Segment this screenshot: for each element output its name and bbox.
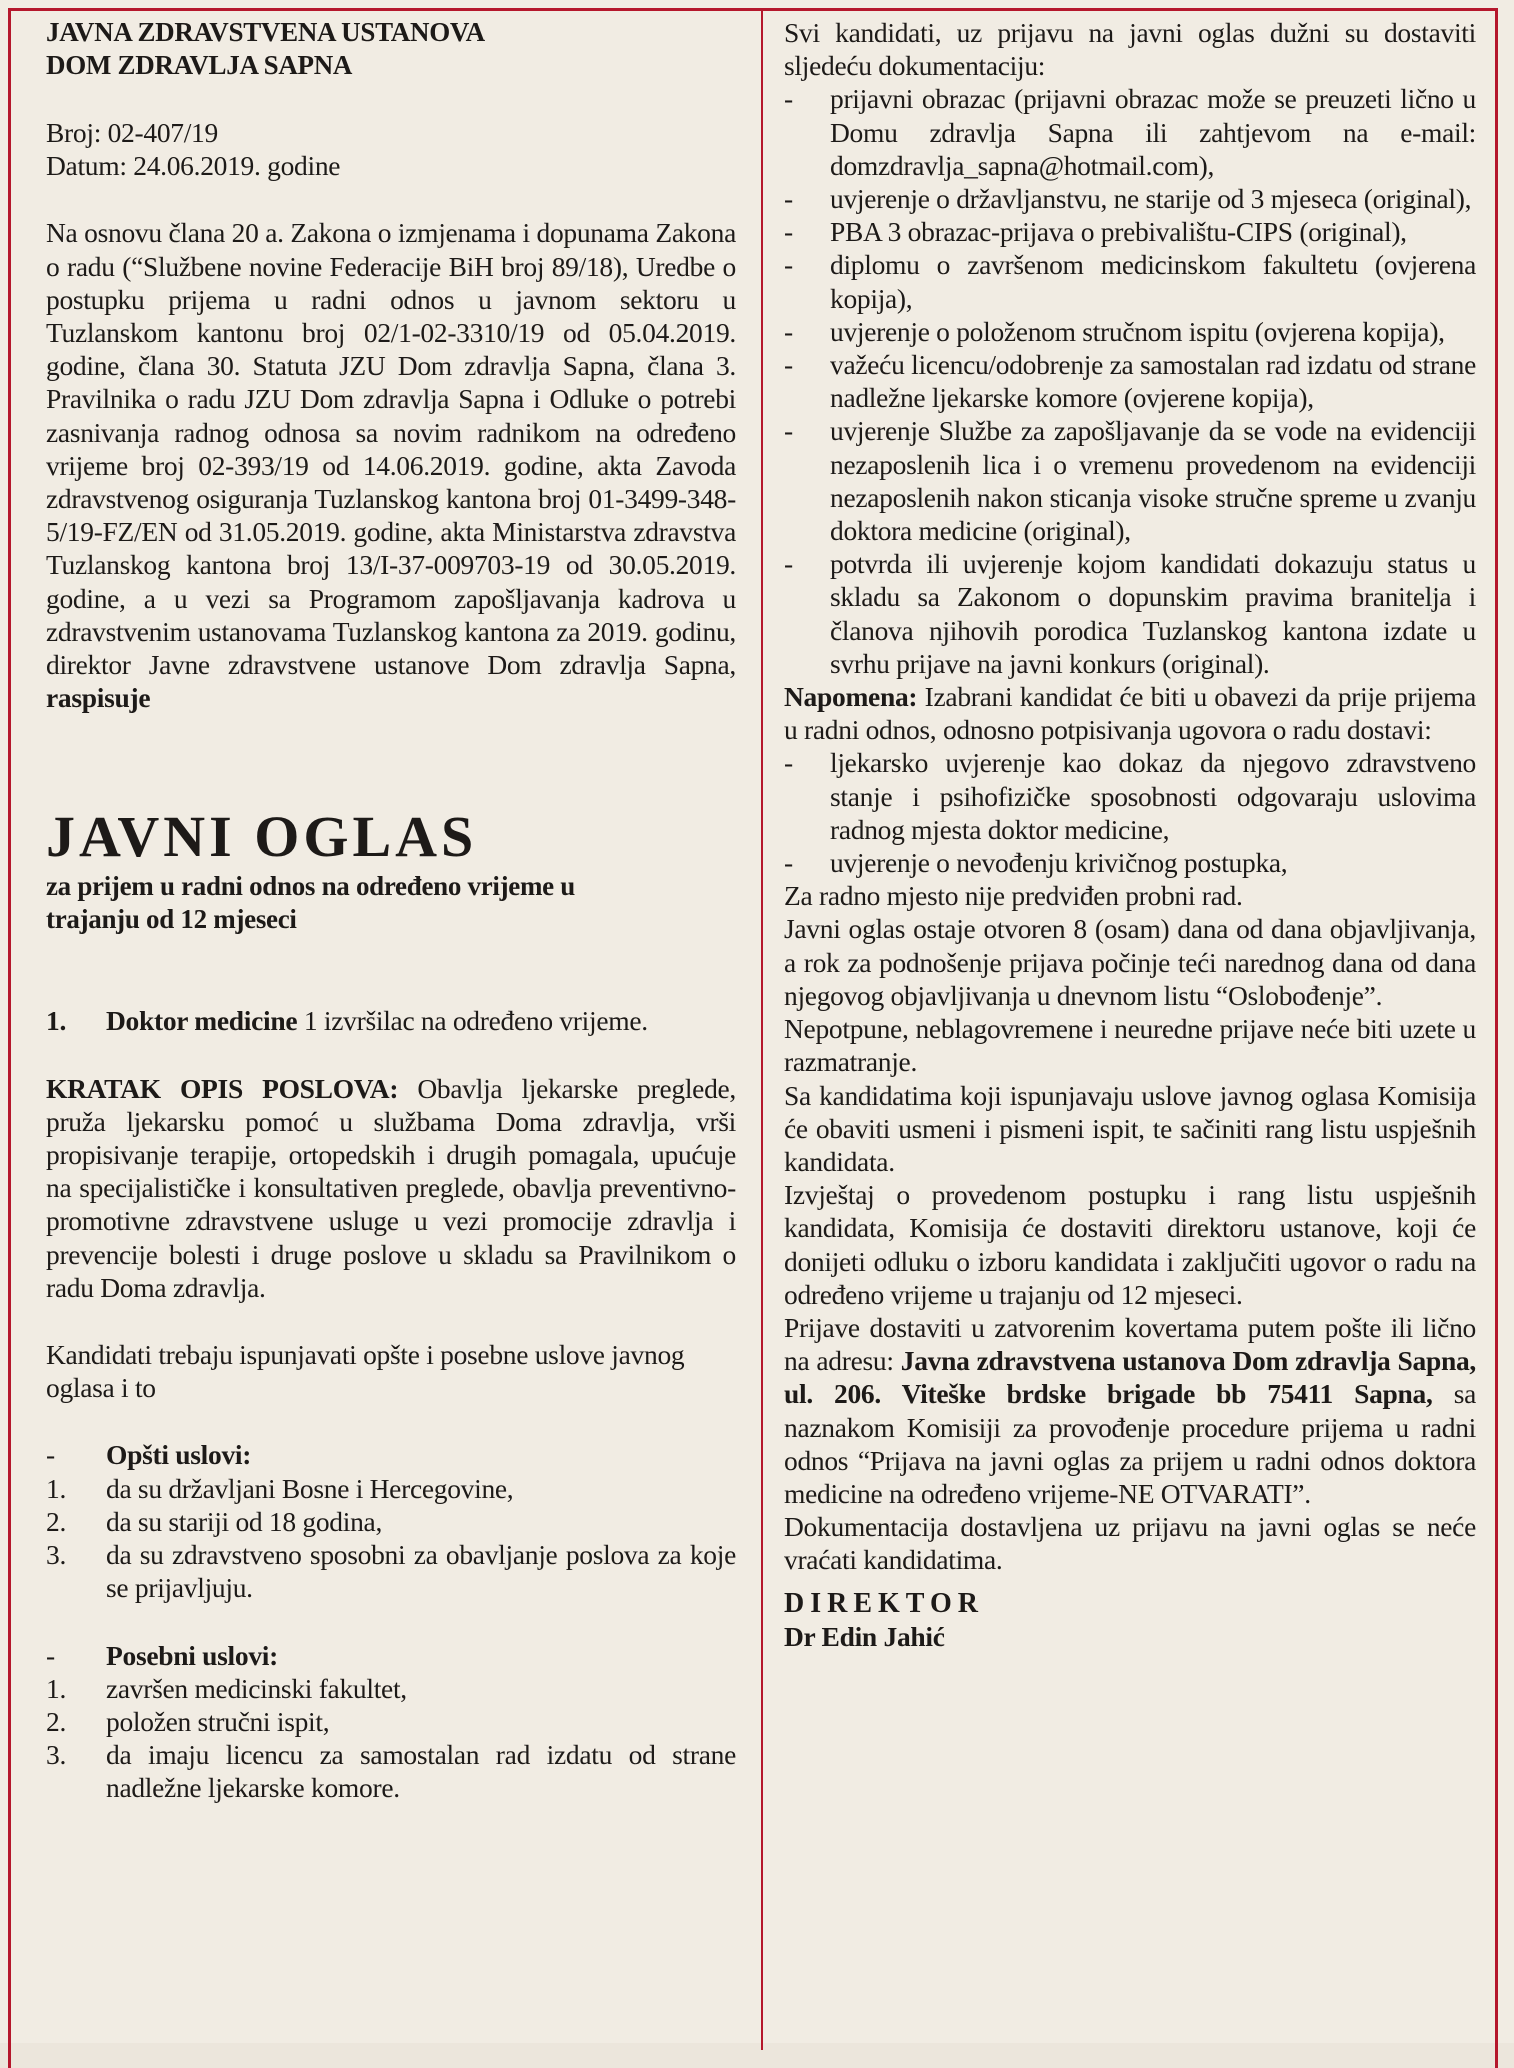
general-dash: -: [46, 1439, 55, 1471]
intro-paragraph: [46, 216, 736, 714]
closing-paragraph: Dokumentacija dostavljena uz prijavu na javni oglas se neće vraćati kandidatima.: [784, 1511, 1476, 1576]
document-text: važeću licencu/odobrenje za samostalan rad izdatu od strane nadležne ljekarske komore (ovjerene kopija),: [830, 349, 1476, 414]
list-number: 2.: [46, 1505, 67, 1537]
paragraph-incomplete: Nepotpune, neblagovremene i neuredne prijave neće biti uzete u razmatranje.: [784, 1013, 1476, 1078]
submission-paragraph: [784, 1311, 1476, 1510]
position-text: [106, 1004, 736, 1037]
note-item-text: ljekarsko uvjerenje kao dokaz da njegovo zdravstveno stanje i psihofizičke sposobnosti odgovaraju uslovima radnog mjesta doktor medicine,: [830, 747, 1476, 845]
document-text: uvjerenje o državljanstvu, ne starije od 3 mjeseca (original),: [830, 183, 1472, 215]
document-item: [784, 315, 1476, 348]
submission-address: Javna zdravstvena ustanova Dom zdravlja Sapna, ul. 206. Viteške brdske brigade bb 75411 Sapna,: [784, 1345, 1476, 1410]
duties-text: Obavlja ljekarske preglede, pruža ljekarsku pomoć u službama Doma zdravlja, vrši propisivanje terapije, ortopedskih i drugih pomagala, upućuje na specijalističke i konsultativen preglede, obavlja preventivno-promotivne zdravstvene usluge u vezi promocije zdravlja i prevencije bolesti i druge poslove u skladu sa Pravilnikom o radu Doma zdravlja.: [46, 1072, 736, 1303]
note-text: Izabrani kandidat će biti u obavezi da prije prijema u radni odnos, odnosno potpisivanja ugovora o radu dostavi:: [784, 681, 1476, 746]
document-item: [784, 182, 1476, 215]
column-divider: [761, 10, 763, 2050]
document-item: [784, 82, 1476, 182]
bullet-dash: -: [784, 315, 793, 347]
document-text: uvjerenje Službe za zapošljavanje da se vode na evidenciji nezaposlenih lica i o vremenu provedenom na evidenciji nezaposlenih nakon sticanja visoke stručne spreme u zvanju doktora medicine (original),: [830, 415, 1476, 547]
submission-before: Prijave dostaviti u zatvorenim kovertama putem pošte ili lično na adresu:: [784, 1311, 1476, 1377]
intro-text: Na osnovu člana 20 a. Zakona o izmjenama i dopunama Zakona o radu (“Službene novine Federacije BiH broj 89/18), Uredbe o postupku prijema u radni odnos u javnom sektoru u Tuzlanskom kantonu broj 02/1-02-3310/19 od 05.04.2019. godine, člana 30. Statuta JZU Dom zdravlja Sapna, člana 3. Pravilnika o radu JZU Dom zdravlja Sapna i Odluke o potrebi zasnivanja radnog odnosa sa novim radnikom na određeno vrijeme broj 02-393/19 od 14.06.2019. godine, akta Zavoda zdravstvenog osiguranja Tuzlanskog kantona broj 01-3499-348-5/19-FZ/EN od 31.05.2019. godine, akta Ministarstva zdravstva Tuzlanskog kantona broj 13/I-37-009703-19 od 30.05.2019. godine, a u vezi sa Programom zapošljavanja kadrova u zdravstvenim ustanovama Tuzlanskog kantona za 2019. godinu, direktor Javne zdravstvene ustanove Dom zdravlja Sapna,: [46, 217, 736, 681]
special-conditions-heading-row: [46, 1639, 736, 1672]
list-number: 1.: [46, 1472, 67, 1504]
document-text: diplomu o završenom medicinskom fakultetu (ovjerena kopija),: [830, 249, 1476, 314]
position-row: [46, 1004, 736, 1037]
subtitle-line-2: trajanju od 12 mjeseci: [46, 904, 297, 935]
signature-title: DIREKTOR: [784, 1587, 984, 1619]
bullet-dash: -: [784, 349, 793, 381]
conditions-intro: Kandidati trebaju ispunjavati opšte i posebne uslove javnog oglasa i to: [46, 1339, 685, 1404]
document-item: [784, 248, 1476, 314]
special-dash: -: [46, 1639, 55, 1671]
document-item: [784, 348, 1476, 414]
reference-date: Datum: 24.06.2019. godine: [46, 150, 341, 182]
right-column: [784, 16, 1476, 1653]
bullet-dash: -: [784, 183, 793, 215]
general-conditions-heading: Opšti uslovi:: [106, 1439, 252, 1471]
position-name: Doktor medicine: [106, 1005, 298, 1037]
special-conditions-heading: Posebni uslovi:: [106, 1639, 278, 1671]
bullet-dash: -: [784, 847, 793, 879]
position-number: 1.: [46, 1005, 67, 1037]
note-item: [784, 846, 1476, 879]
list-number: 2.: [46, 1705, 67, 1737]
list-item: [46, 1738, 736, 1804]
documents-intro: Svi kandidati, uz prijavu na javni oglas dužni su dostaviti sljedeću dokumentaciju:: [784, 17, 1476, 82]
document-text: prijavni obrazac (prijavni obrazac može se preuzeti lično u Domu zdravlja Sapna ili zahtjevom na e-mail: domzdravlja_sapna@hotmail.com),: [830, 83, 1476, 181]
document-text: potvrda ili uvjerenje kojom kandidati dokazuju status u skladu sa Zakonom o dopunskim pravima branitelja i članova njihovih porodica Tuzlanskog kantona izdate u svrhu prijave na javni konkurs (original).: [830, 548, 1476, 679]
general-conditions-heading-row: [46, 1438, 736, 1471]
list-text: da su zdravstveno sposobni za obavljanje poslova za koje se prijavljuju.: [106, 1539, 736, 1604]
subtitle-line-1: za prijem u radni odnos na određeno vrijeme u: [46, 871, 576, 902]
list-number: 3.: [46, 1739, 67, 1771]
bullet-dash: -: [784, 548, 793, 580]
list-item: [46, 1538, 736, 1604]
left-column: [46, 16, 736, 1805]
paragraph-exam: Sa kandidatima koji ispunjavaju uslove javnog oglasa Komisija će obaviti usmeni i pismeni ispit, te sačiniti rang listu uspješnih kandidata.: [784, 1079, 1476, 1177]
list-item: [46, 1705, 736, 1738]
note-label: Napomena:: [784, 681, 918, 713]
intro-bold-end: raspisuje: [46, 682, 151, 714]
list-number: 1.: [46, 1672, 67, 1704]
list-text: položen stručni ispit,: [106, 1705, 330, 1737]
document-text: PBA 3 obrazac-prijava o prebivalištu-CIPS (original),: [830, 216, 1407, 248]
note-paragraph: [784, 680, 1476, 746]
document-item: [784, 414, 1476, 547]
bullet-dash: -: [784, 249, 793, 281]
list-text: da imaju licencu za samostalan rad izdatu od strane nadležne ljekarske komore.: [106, 1739, 736, 1804]
note-item: [784, 746, 1476, 846]
document-item: [784, 547, 1476, 680]
document-item: [784, 215, 1476, 248]
reference-number: Broj: 02-407/19: [46, 117, 218, 148]
list-text: završen medicinski fakultet,: [106, 1672, 407, 1704]
note-item-text: uvjerenje o nevođenju krivičnog postupka,: [830, 847, 1288, 879]
list-item: [46, 1505, 736, 1538]
list-item: [46, 1672, 736, 1705]
duties-paragraph: [46, 1072, 736, 1304]
paragraph-deadline: Javni oglas ostaje otvoren 8 (osam) dana od dana objavljivanja, a rok za podnošenje prijava počinje teći narednog dana od dana njegovog objavljivanja u dnevnom listu “Oslobođenje”.: [784, 913, 1476, 1011]
bullet-dash: -: [784, 216, 793, 248]
bullet-dash: -: [784, 415, 793, 447]
signature-name: Dr Edin Jahić: [784, 1620, 945, 1652]
submission-after: sa naznakom Komisiji za provođenje procedure prijema u radni odnos “Prijava na javni oglas za prijem u radni odnos doktora medicine na određeno vrijeme-NE OTVARATI”.: [784, 1378, 1476, 1509]
paragraph-probation: Za radno mjesto nije predviđen probni rad.: [784, 880, 1243, 912]
bullet-dash: -: [784, 83, 793, 115]
institution-line-1: JAVNA ZDRAVSTVENA USTANOVA: [46, 17, 485, 47]
document-text: uvjerenje o položenom stručnom ispitu (ovjerena kopija),: [830, 315, 1445, 347]
list-number: 3.: [46, 1539, 67, 1571]
paragraph-report: Izvještaj o provedenom postupku i rang listu uspješnih kandidata, Komisija će dostaviti direktoru ustanove, koji će donijeti odluku o izboru kandidata i zaključiti ugovor o radu na određeno vrijeme u trajanju od 12 mjeseci.: [784, 1179, 1476, 1310]
institution-line-2: DOM ZDRAVLJA SAPNA: [46, 50, 353, 80]
list-item: [46, 1472, 736, 1505]
position-rest: 1 izvršilac na određeno vrijeme.: [303, 1005, 648, 1037]
list-text: da su državljani Bosne i Hercegovine,: [106, 1472, 514, 1504]
page-title: JAVNI OGLAS: [46, 804, 478, 870]
list-text: da su stariji od 18 godina,: [106, 1505, 383, 1537]
duties-label: KRATAK OPIS POSLOVA:: [46, 1072, 399, 1104]
bullet-dash: -: [784, 747, 793, 779]
